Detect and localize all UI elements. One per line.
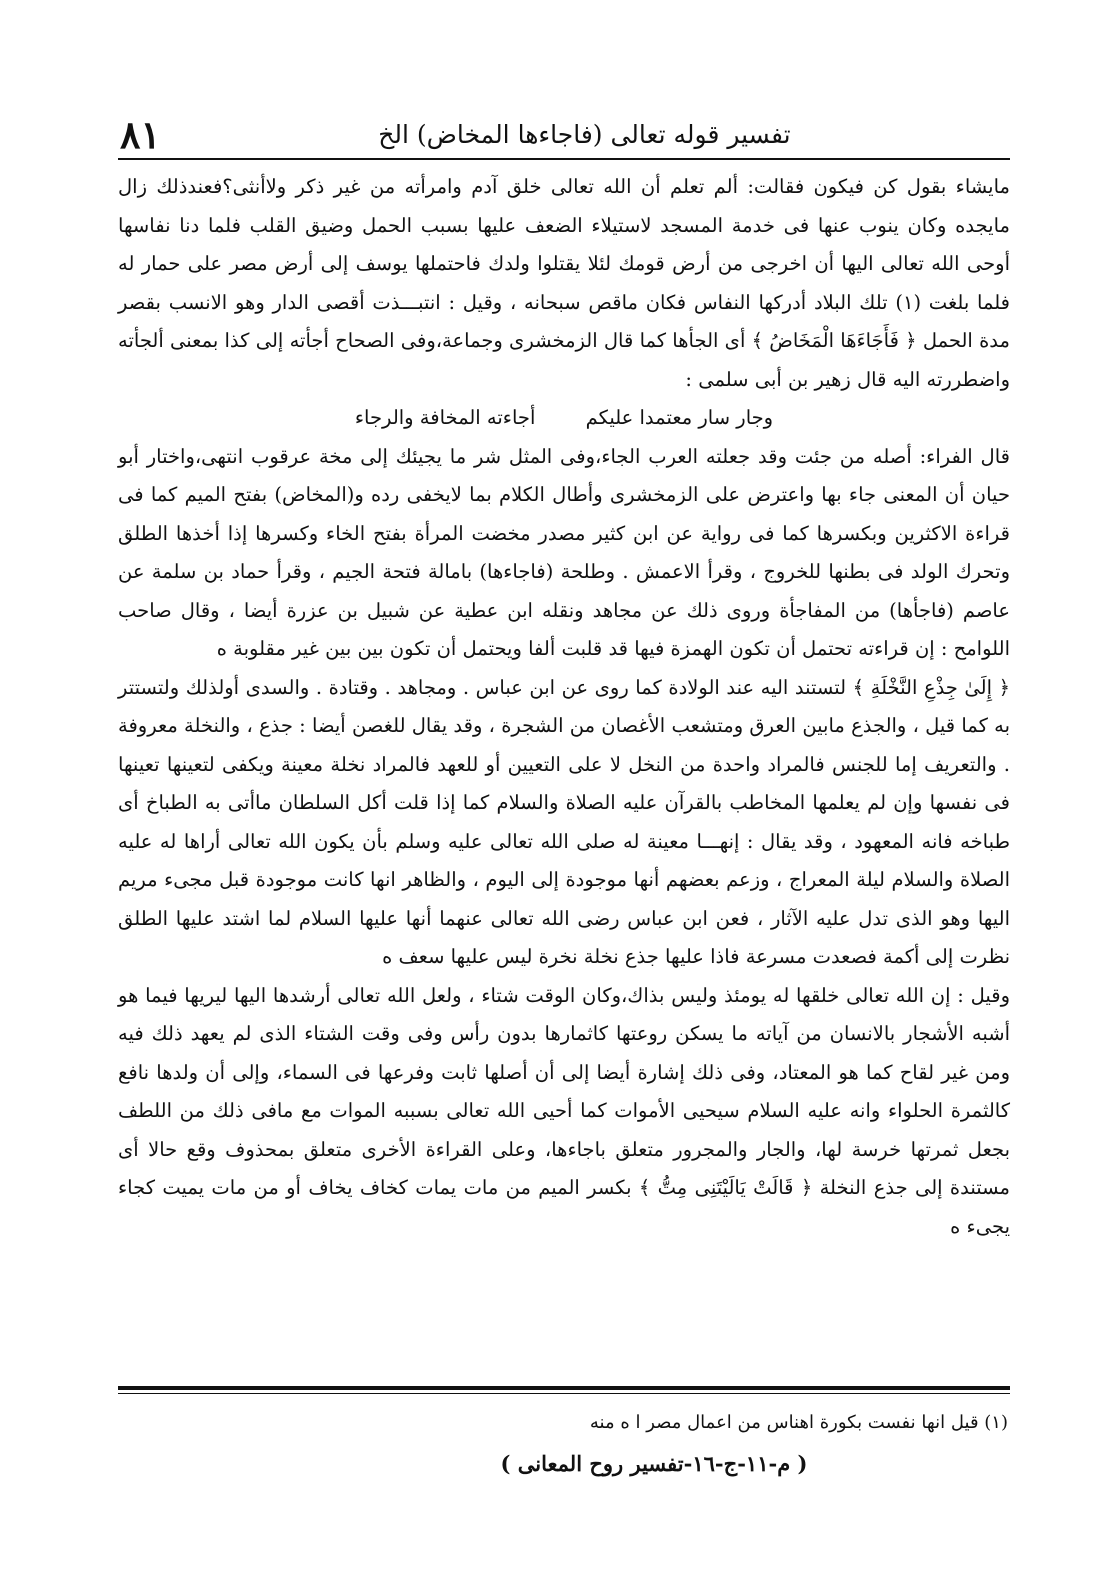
header-rule [118, 158, 1010, 160]
main-text [118, 168, 1010, 1246]
print-signature: ( م-١١-ج-١٦-تفسير روح المعانى ) [500, 1451, 808, 1476]
page-header [120, 112, 1008, 156]
paragraph: قال الفراء: أصله من جئت وقد جعلته العرب الجاء،وفى المثل شر ما يجيئك إلى مخة عرقوب انتهى،واختار أبو حيان أن المعنى جاء بها واعترض على الزمخشرى وأطال الكلام بما لايخفى رده و(المخاض) بفتح الميم كما فى قراءة الاكثرين وبكسرها كما فى رواية عن ابن كثير مصدر مخضت المرأة بفتح الخاء وكسرها إذا أخذها الطلق وتحرك الولد فى بطنها للخروج ، وقرأ الاعمش . وطلحة (فاجاءها) بامالة فتحة الجيم ، وقرأ حماد بن سلمة عن عاصم (فاجأها) من المفاجأة وروى ذلك عن مجاهد ونقله ابن عطية عن شبيل بن عزرة أيضا ، وقال صاحب اللوامح : إن قراءته تحتمل أن تكون الهمزة فيها قد قلبت ألفا ويحتمل أن تكون بين بين غير مقلوبة ه [118, 444, 1010, 660]
poem-verse [118, 399, 1010, 438]
poem-hemistich: وجار سار معتمدا عليكم [585, 406, 774, 429]
running-title: تفسير قوله تعالى (فاجاءها المخاض) الخ [378, 119, 791, 149]
footnote-rule [118, 1386, 1010, 1390]
poem-hemistich: أجاءته المخافة والرجاء [354, 406, 536, 429]
paragraph: ﴿ إِلَىٰ جِذْعِ النَّخْلَةِ ﴾ لتستند اليه عند الولادة كما روى عن ابن عباس . ومجاهد . وقتادة . والسدى أولذلك ولتستتر به كما قيل ، والجذع مابين العرق ومتشعب الأغصان من الشجرة ، وقد يقال للغصن أيضا : جذع ، والنخلة معروفة . والتعريف إما للجنس فالمراد واحدة من النخل لا على التعيين أو للعهد فالمراد نخلة معينة ويكفى لتعينها تعينها فى نفسها وإن لم يعلمها المخاطب بالقرآن عليه الصلاة والسلام كما إذا قلت أكل السلطان ماأتى به الطباخ أى طباخه فانه المعهود ، وقد يقال : إنهـــا معينة له صلى الله تعالى عليه وسلم بأن يكون الله تعالى أراها له عليه الصلاة والسلام ليلة المعراج ، وزعم بعضهم أنها موجودة إلى اليوم ، والظاهر انها كانت موجودة قبل مجىء مريم اليها وهو الذى تدل عليه الآثار ، فعن ابن عباس رضى الله تعالى عنهما أنها عليها السلام لما اشتد عليها الطلق نظرت إلى أكمة فصعدت مسرعة فاذا عليها جذع نخلة نخرة ليس عليها سعف ه [118, 675, 1010, 968]
paragraph: وقيل : إن الله تعالى خلقها له يومئذ وليس بذاك،وكان الوقت شتاء ، ولعل الله تعالى أرشدها اليها ليريها فيما هو أشبه الأشجار بالانسان من آياته ما يسكن روعتها كاثمارها بدون رأس وفى وقت الشتاء الذى لم يعهد ذلك فيه ومن غير لقاح كما هو المعتاد، وفى ذلك إشارة أيضا إلى أن أصلها ثابت وفرعها فى السماء، وإلى أن ولدها نافع كالثمرة الحلواء وانه عليه السلام سيحيى الأموات كما أحيى الله تعالى بسببه الموات مع مافى ذلك من اللطف بجعل ثمرتها خرسة لها، والجار والمجرور متعلق باجاءها، وعلى القراءة الأخرى متعلق بمحذوف وقع حالا أى مستندة إلى جذع النخلة ﴿ قَالَتْ يَالَيْتَنِى مِتُّ ﴾ بكسر الميم من مات يمات كخاف يخاف أو من مات يميت كجاء يجىء ه [118, 983, 1010, 1238]
footnote: (١) قيل انها نفست بكورة اهناس من اعمال مصر ا ه منه [589, 1412, 1008, 1433]
paragraph: مايشاء بقول كن فيكون فقالت: ألم تعلم أن الله تعالى خلق آدم وامرأته من غير ذكر ولاأنثى؟فعندذلك زال مايجده وكان ينوب عنها فى خدمة المسجد لاستيلاء الضعف عليها بسبب الحمل وضيق القلب فلما دنا نفاسها أوحى الله تعالى اليها أن اخرجى من أرض قومك لئلا يقتلوا ولدك فاحتملها يوسف إلى أرض مصر على حمار له فلما بلغت (١) تلك البلاد أدركها النفاس فكان ماقص سبحانه ، وقيل : انتبـــذت أقصى الدار وهو الانسب بقصر مدة الحمل ﴿ فَأَجَاءَهَا الْمَخَاضُ ﴾ أى الجأها كما قال الزمخشرى وجماعة،وفى الصحاح أجأته إلى كذا بمعنى ألجأته واضطررته اليه قال زهير بن أبى سلمى : [118, 175, 1010, 391]
footnote-rule-thin [118, 1393, 1010, 1394]
page-number: ٨١ [120, 111, 161, 157]
